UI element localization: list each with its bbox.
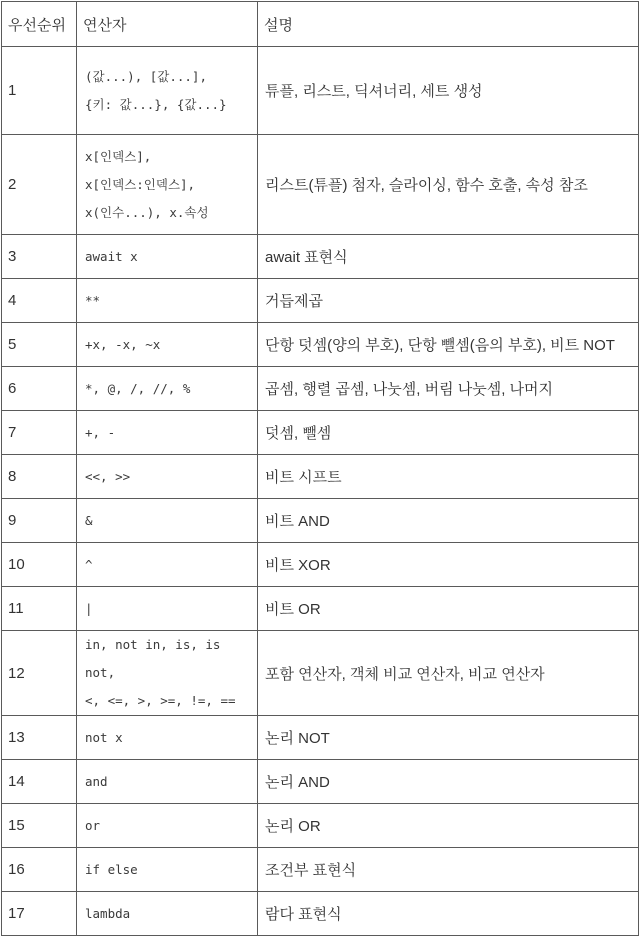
rank-cell: 11 [2,587,77,631]
rank-cell: 5 [2,323,77,367]
description-cell: 비트 시프트 [258,455,639,499]
rank-cell: 8 [2,455,77,499]
header-row [2,2,639,47]
table-row [2,631,639,716]
description-cell: 거듭제곱 [258,279,639,323]
description-cell: 비트 XOR [258,543,639,587]
table-row [2,499,639,543]
operator-cell: lambda [77,892,258,936]
table-row [2,323,639,367]
description-cell: 포함 연산자, 객체 비교 연산자, 비교 연산자 [258,631,639,716]
table-row [2,587,639,631]
table-row [2,135,639,235]
description-cell: 논리 NOT [258,716,639,760]
operator-cell: & [77,499,258,543]
rank-cell: 10 [2,543,77,587]
description-cell: 람다 표현식 [258,892,639,936]
table-row [2,804,639,848]
description-cell: 덧셈, 뺄셈 [258,411,639,455]
description-cell: 튜플, 리스트, 딕셔너리, 세트 생성 [258,47,639,135]
rank-cell: 12 [2,631,77,716]
table-row [2,543,639,587]
table-row [2,716,639,760]
table-row [2,892,639,936]
operator-cell: <<, >> [77,455,258,499]
header-rank: 우선순위 [2,2,77,47]
header-operator: 연산자 [77,2,258,47]
table-row [2,279,639,323]
header-description: 설명 [258,2,639,47]
description-cell: 논리 AND [258,760,639,804]
operator-cell: *, @, /, //, % [77,367,258,411]
operator-precedence-table [1,1,639,936]
operator-cell: or [77,804,258,848]
operator-cell: ^ [77,543,258,587]
rank-cell: 4 [2,279,77,323]
description-cell: 논리 OR [258,804,639,848]
rank-cell: 7 [2,411,77,455]
operator-cell: +x, -x, ~x [77,323,258,367]
operator-cell: x[인덱스], x[인덱스:인덱스], x(인수...), x.속성 [77,135,258,235]
rank-cell: 6 [2,367,77,411]
operator-cell: and [77,760,258,804]
operator-cell: await x [77,235,258,279]
operator-cell: if else [77,848,258,892]
rank-cell: 17 [2,892,77,936]
description-cell: 곱셈, 행렬 곱셈, 나눗셈, 버림 나눗셈, 나머지 [258,367,639,411]
rank-cell: 2 [2,135,77,235]
operator-cell: in, not in, is, is not, <, <=, >, >=, !=, == [77,631,258,716]
operator-cell: not x [77,716,258,760]
table-row [2,367,639,411]
description-cell: 리스트(튜플) 첨자, 슬라이싱, 함수 호출, 속성 참조 [258,135,639,235]
description-cell: await 표현식 [258,235,639,279]
rank-cell: 14 [2,760,77,804]
rank-cell: 16 [2,848,77,892]
description-cell: 비트 AND [258,499,639,543]
rank-cell: 15 [2,804,77,848]
table-row [2,47,639,135]
table-row [2,235,639,279]
rank-cell: 3 [2,235,77,279]
description-cell: 비트 OR [258,587,639,631]
rank-cell: 13 [2,716,77,760]
table-row [2,760,639,804]
operator-cell: +, - [77,411,258,455]
table-row [2,848,639,892]
table-row [2,411,639,455]
operator-cell: ** [77,279,258,323]
rank-cell: 9 [2,499,77,543]
description-cell: 단항 덧셈(양의 부호), 단항 뺄셈(음의 부호), 비트 NOT [258,323,639,367]
operator-cell: (값...), [값...], {키: 값...}, {값...} [77,47,258,135]
description-cell: 조건부 표현식 [258,848,639,892]
operator-cell: | [77,587,258,631]
rank-cell: 1 [2,47,77,135]
table-row [2,455,639,499]
